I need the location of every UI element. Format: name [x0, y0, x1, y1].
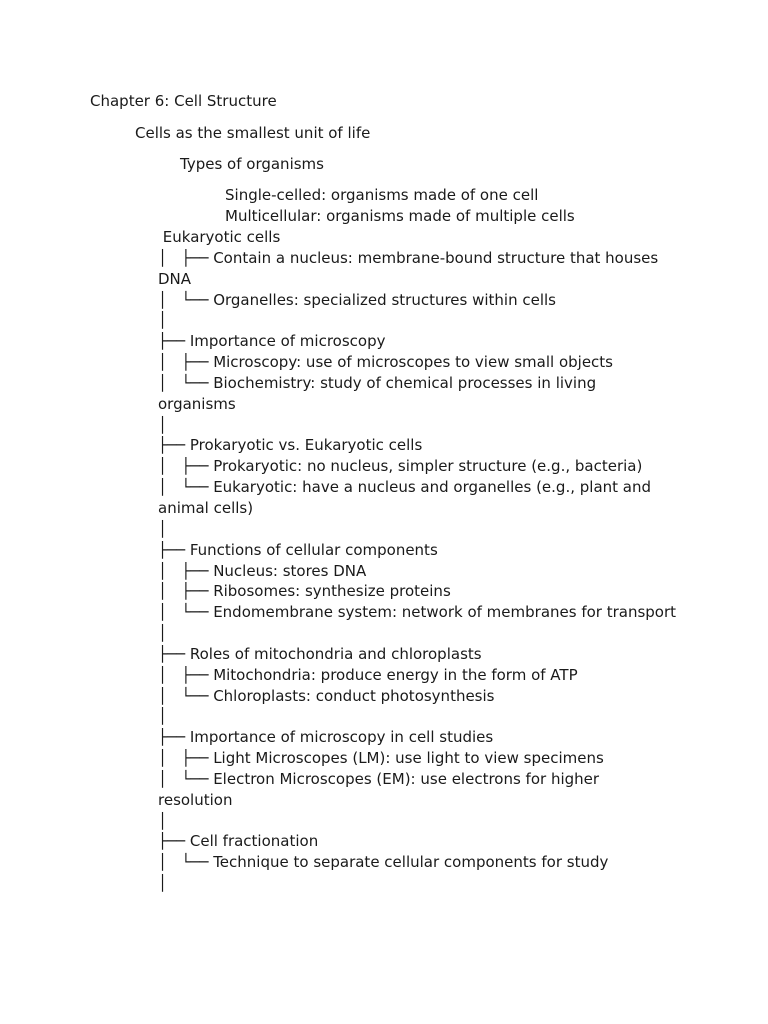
tree-line: │ ├── Microscopy: use of microscopes to view small objects [158, 353, 613, 372]
tree-line: │ ├── Mitochondria: produce energy in the form of ATP [158, 665, 578, 684]
tree-line: │ [158, 311, 168, 330]
tree-line: │ └── Endomembrane system: network of membranes for transport [158, 603, 677, 622]
tree-line: │ [158, 707, 168, 726]
tree-line: │ └── Chloroplasts: conduct photosynthesis [158, 686, 495, 705]
tree-line: │ └── Electron Microscopes (EM): use electrons for higher resolution [158, 769, 604, 809]
tree-line: │ ├── Nucleus: stores DNA [158, 561, 367, 580]
tree-line: Eukaryotic cells [158, 228, 281, 246]
tree-line: │ ├── Prokaryotic: no nucleus, simpler structure (e.g., bacteria) [158, 457, 643, 476]
tree-line: │ [158, 874, 168, 893]
tree-line: ├── Cell fractionation [158, 832, 319, 851]
heading-cells-smallest-unit: Cells as the smallest unit of life [135, 124, 371, 142]
heading-types-of-organisms: Types of organisms [180, 155, 324, 173]
tree-line: ├── Roles of mitochondria and chloroplasts [158, 644, 482, 663]
tree-line: │ [158, 624, 168, 643]
tree-line: │ ├── Light Microscopes (LM): use light to view specimens [158, 749, 604, 768]
tree-line: │ └── Organelles: specialized structures within cells [158, 290, 556, 309]
tree-line: │ [158, 519, 168, 538]
tree-line: │ [158, 811, 168, 830]
tree-line: ├── Importance of microscopy [158, 332, 386, 351]
tree-line: │ └── Eukaryotic: have a nucleus and organelles (e.g., plant and animal cells) [158, 478, 656, 517]
item-multicellular: Multicellular: organisms made of multiple cells [225, 207, 575, 225]
tree-line: │ ├── Contain a nucleus: membrane-bound structure that houses DNA [158, 248, 664, 288]
item-single-celled: Single-celled: organisms made of one cell [225, 186, 539, 204]
tree-line: │ [158, 415, 168, 434]
tree-line: │ └── Technique to separate cellular components for study [158, 853, 609, 872]
tree-line: │ └── Biochemistry: study of chemical processes in living organisms [158, 373, 601, 413]
outline-tree [158, 227, 678, 894]
chapter-title: Chapter 6: Cell Structure [90, 92, 277, 110]
tree-line: ├── Functions of cellular components [158, 540, 438, 559]
tree-line: ├── Importance of microscopy in cell studies [158, 728, 494, 747]
tree-line: ├── Prokaryotic vs. Eukaryotic cells [158, 436, 423, 455]
tree-line: │ ├── Ribosomes: synthesize proteins [158, 582, 451, 601]
